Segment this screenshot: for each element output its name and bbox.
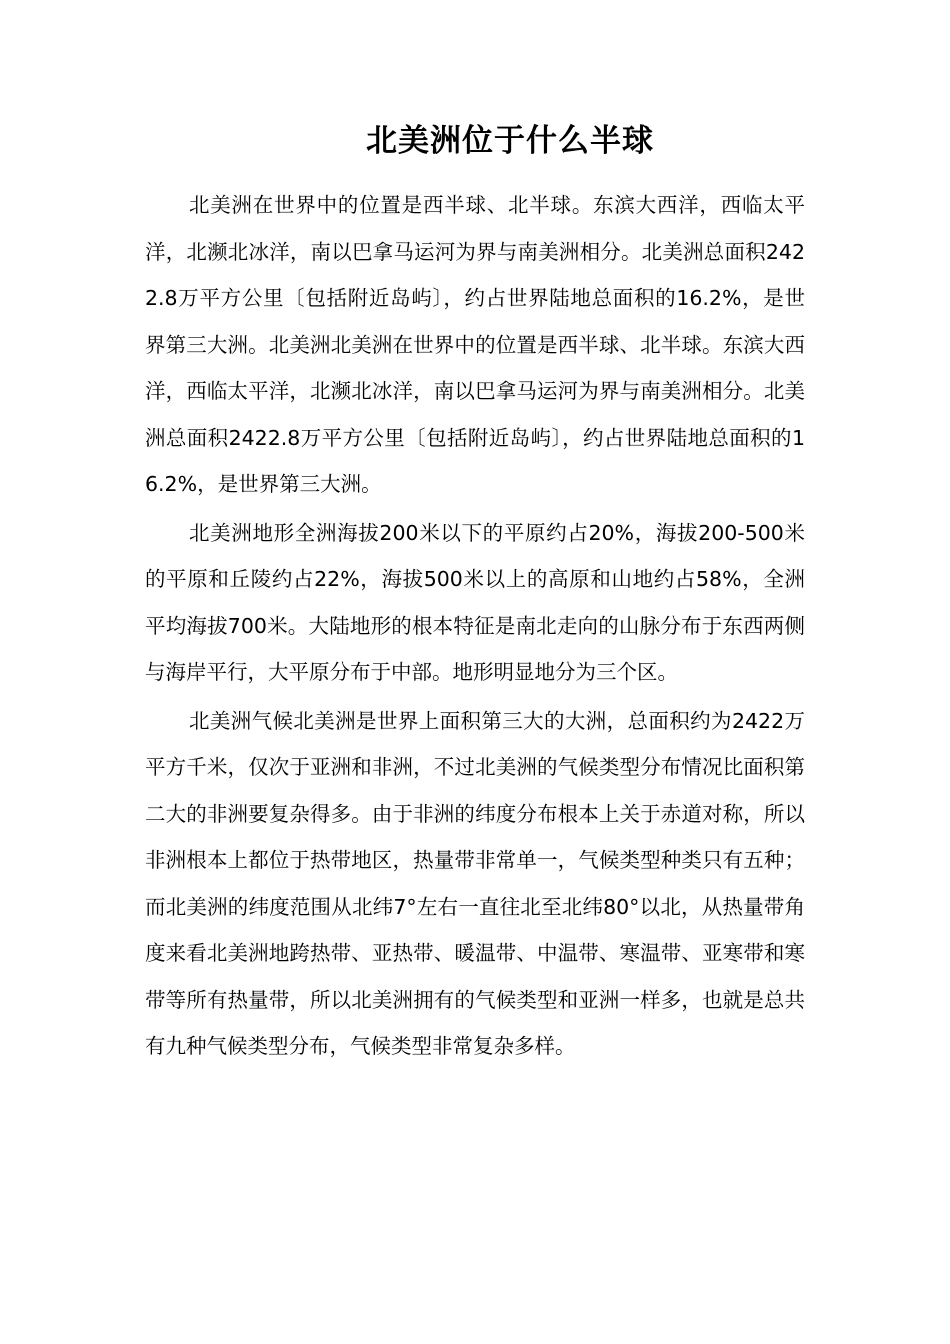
document-title: 北美洲位于什么半球 (366, 123, 654, 159)
paragraph-location: 北美洲在世界中的位置是西半球、北半球。东滨大西洋，西临太平洋，北濒北冰洋，南以巴拿马运河为界与南美洲相分。北美洲总面积2422.8万平方公里〔包括附近岛屿〕，约占世界陆地总面积的16.2%，是世界第三大洲。北美洲北美洲在世界中的位置是西半球、北半球。东滨大西洋，西临太平洋，北濒北冰洋，南以巴拿马运河为界与南美洲相分。北美洲总面积2422.8万平方公里〔包括附近岛屿〕，约占世界陆地总面积的16.2%，是世界第三大洲。 (145, 193, 805, 496)
paragraph-climate: 北美洲气候北美洲是世界上面积第三大的大洲，总面积约为2422万平方千米，仅次于亚洲和非洲，不过北美洲的气候类型分布情况比面积第二大的非洲要复杂得多。由于非洲的纬度分布根本上关于赤道对称，所以非洲根本上都位于热带地区，热量带非常单一，气候类型种类只有五种；而北美洲的纬度范围从北纬7°左右一直往北至北纬80°以北，从热量带角度来看北美洲地跨热带、亚热带、暖温带、中温带、寒温带、亚寒带和寒带等所有热量带，所以北美洲拥有的气候类型和亚洲一样多，也就是总共有九种气候类型分布，气候类型非常复杂多样。 (145, 708, 805, 1058)
document-body (145, 182, 805, 1070)
paragraph-terrain: 北美洲地形全洲海拔200米以下的平原约占20%，海拔200-500米的平原和丘陵约占22%，海拔500米以上的高原和山地约占58%，全洲平均海拔700米。大陆地形的根本特征是南北走向的山脉分布于东西两侧与海岸平行，大平原分布于中部。地形明显地分为三个区。 (145, 520, 805, 684)
